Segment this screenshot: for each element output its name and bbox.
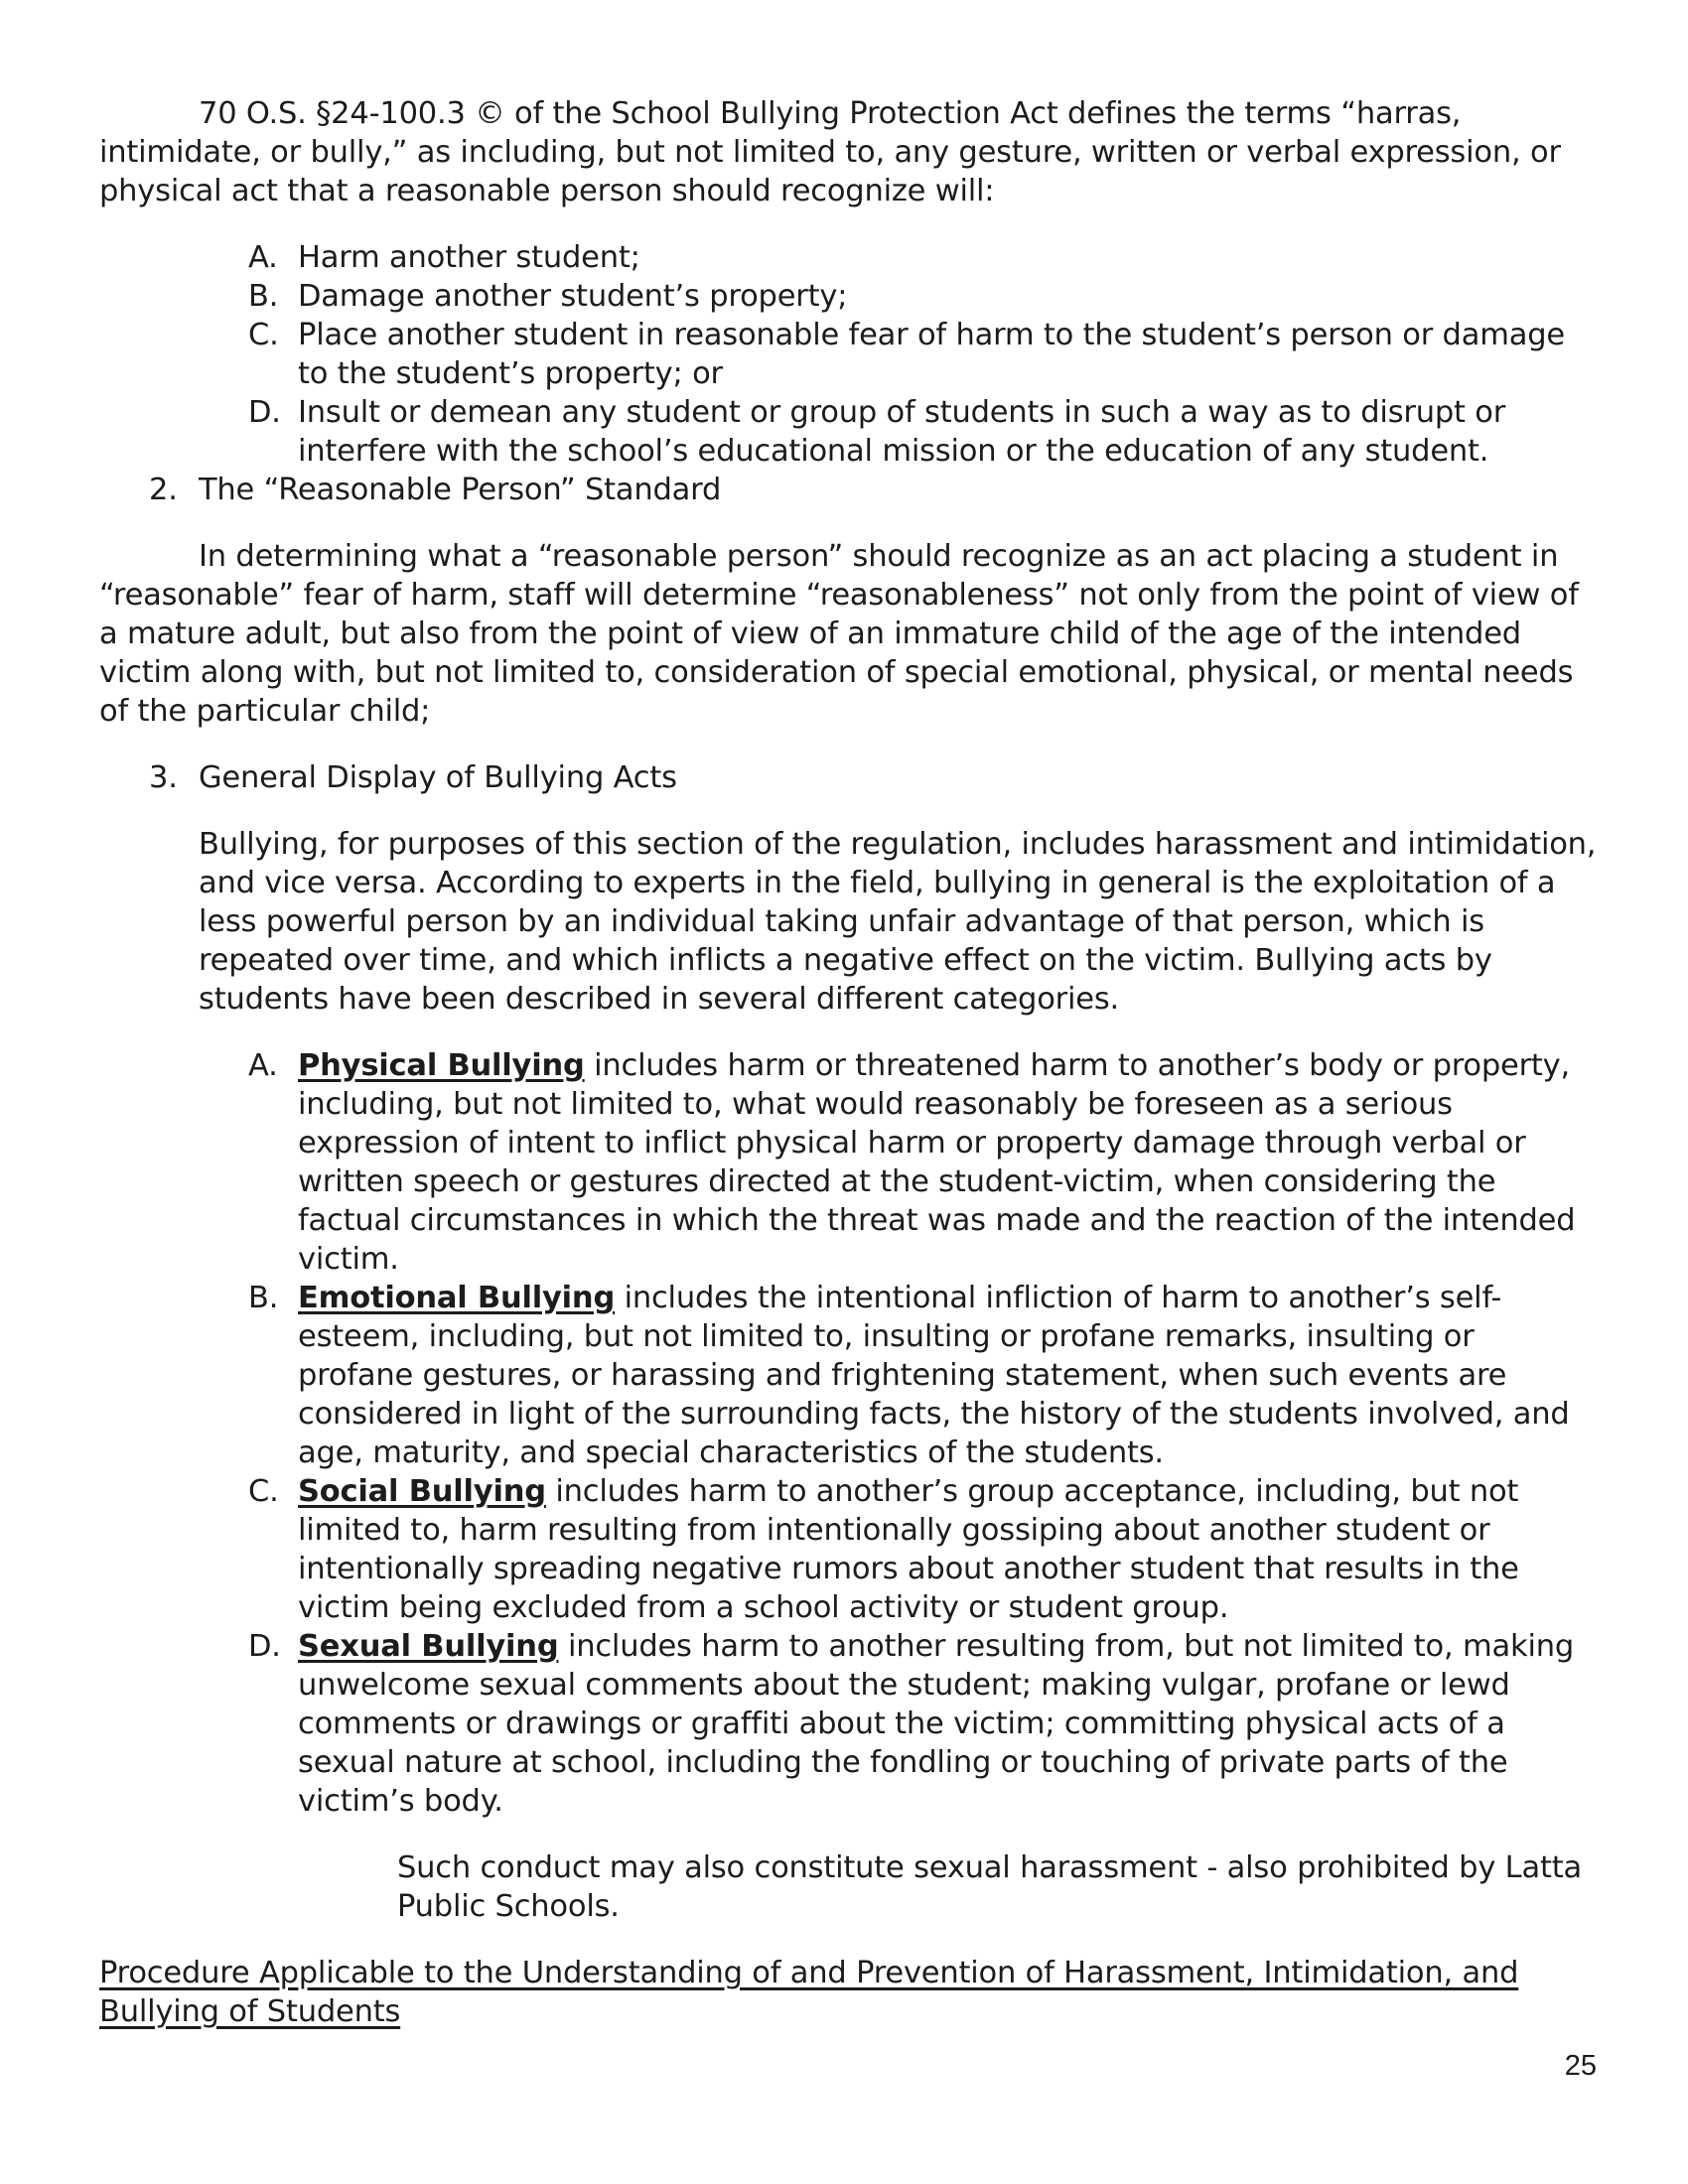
category-term: Sexual Bullying [298, 1629, 559, 1664]
list-item-text: Damage another student’s property; [298, 279, 848, 314]
spacer [99, 210, 1599, 238]
spacer [99, 731, 1599, 758]
section-title: The “Reasonable Person” Standard [199, 473, 722, 507]
category-term: Physical Bullying [298, 1048, 585, 1083]
list-marker: B. [248, 279, 279, 314]
list-item-text: Harm another student; [298, 240, 640, 275]
list-item-text: Insult or demean any student or group of students in such a way as to disrupt or interfere with the school’s educational mission or the education of any student. [298, 395, 1506, 469]
spacer [99, 1821, 1599, 1848]
section-number: 2. [149, 473, 178, 507]
category-item [99, 1472, 1599, 1627]
list-marker: D. [248, 1629, 281, 1664]
list-item [99, 393, 1599, 471]
list-marker: A. [248, 240, 278, 275]
category-term: Emotional Bullying [298, 1281, 616, 1315]
category-term: Social Bullying [298, 1474, 546, 1509]
reasonable-person-paragraph: In determining what a “reasonable person” should recognize as an act placing a student in “reasonable” fear of harm, staff will determine “reasonableness” not only from the point of view of a mature adult, but also from the point of view of an immature child of the age of the intended victim along with, but not limited to, consideration of special emotional, physical, or mental needs of the particular child; [99, 539, 1579, 729]
section-title: General Display of Bullying Acts [199, 760, 677, 795]
category-item [99, 1279, 1599, 1472]
document-page [99, 94, 1599, 2031]
category-text: includes harm to another resulting from, but not limited to, making unwelcome sexual comments about the student; making vulgar, profane or lewd comments or drawings or graffiti about the victim; committing physical acts of a sexual nature at school, including the fondling or touching of private parts of the victim’s body. [298, 1629, 1575, 1819]
spacer [99, 1019, 1599, 1046]
intro-paragraph: 70 O.S. §24-100.3 © of the School Bullying Protection Act defines the terms “harras, intimidate, or bully,” as including, but not limited to, any gesture, written or verbal expression, or physical act that a reasonable person should recognize will: [99, 96, 1561, 208]
procedure-heading: Procedure Applicable to the Understanding of and Prevention of Harassment, Intimidation, and Bullying of Students [99, 1956, 1519, 2029]
category-text: includes harm or threatened harm to another’s body or property, including, but not limited to, what would reasonably be foreseen as a serious expression of intent to inflict physical harm or property damage through verbal or written speech or gestures directed at the student-victim, when considering the factual circumstances in which the threat was made and the reaction of the intended victim. [298, 1048, 1576, 1277]
list-marker: B. [248, 1281, 279, 1315]
spacer [99, 797, 1599, 825]
section-3-heading [99, 758, 1599, 797]
spacer [99, 1926, 1599, 1954]
list-item [99, 238, 1599, 277]
category-item [99, 1046, 1599, 1279]
section-2-heading [99, 471, 1599, 509]
bullying-categories-list [99, 1046, 1599, 1821]
section-number: 3. [149, 760, 178, 795]
category-text: includes harm to another’s group acceptance, including, but not limited to, harm resulting from intentionally gossiping about another student or intentionally spreading negative rumors about another student that results in the victim being excluded from a school activity or student group. [298, 1474, 1519, 1625]
sexual-harassment-note: Such conduct may also constitute sexual harassment - also prohibited by Latta Public Schools. [397, 1850, 1582, 1924]
page-number: 25 [1564, 2050, 1597, 2082]
list-marker: A. [248, 1048, 278, 1083]
list-marker: D. [248, 395, 281, 430]
list-item [99, 316, 1599, 393]
category-text: includes the intentional infliction of harm to another’s self-esteem, including, but not limited to, insulting or profane remarks, insulting or profane gestures, or harassing and frightening statement, when such events are considered in light of the surrounding facts, the history of the students involved, and age, maturity, and special characteristics of the students. [298, 1281, 1570, 1470]
list-item [99, 277, 1599, 316]
list-marker: C. [248, 1474, 279, 1509]
harm-definition-list [99, 238, 1599, 471]
list-item-text: Place another student in reasonable fear of harm to the student’s person or damage to the student’s property; or [298, 318, 1565, 391]
spacer [99, 509, 1599, 537]
list-marker: C. [248, 318, 279, 352]
bullying-definition-paragraph: Bullying, for purposes of this section of the regulation, includes harassment and intimidation, and vice versa. According to experts in the field, bullying in general is the exploitation of a less powerful person by an individual taking unfair advantage of that person, which is repeated over time, and which inflicts a negative effect on the victim. Bullying acts by students have been described in several different categories. [199, 827, 1597, 1017]
category-item [99, 1627, 1599, 1821]
